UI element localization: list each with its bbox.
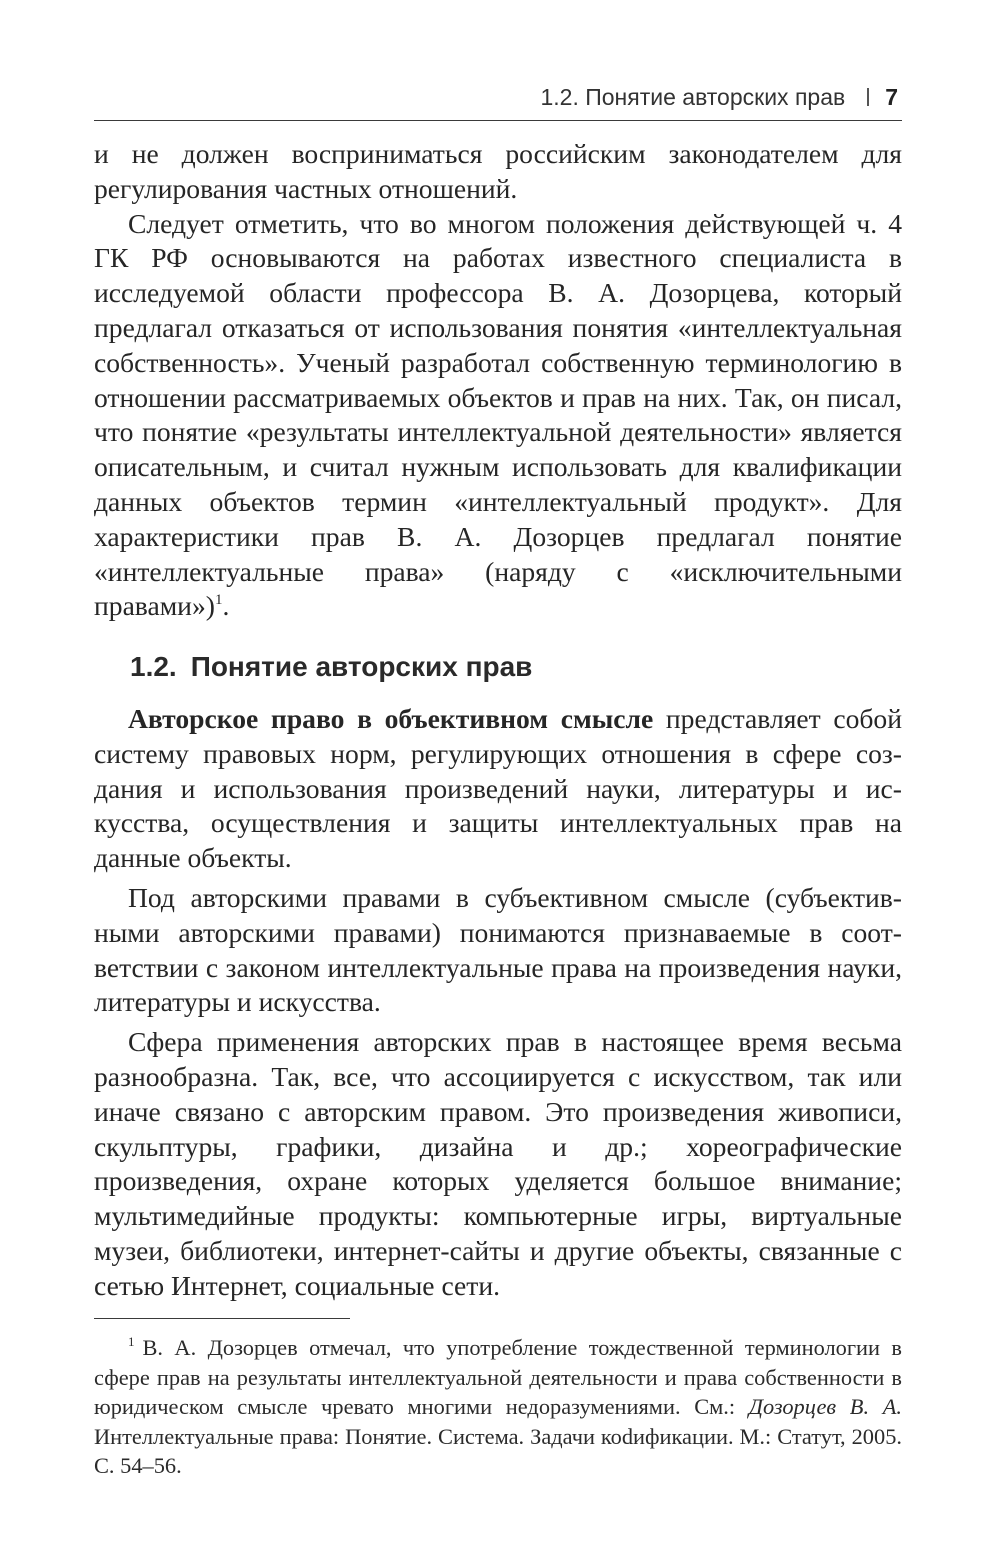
- section-number: 1.2.: [130, 651, 177, 682]
- body-paragraph-1: [94, 702, 902, 876]
- footnote-marker: 1: [128, 1334, 135, 1349]
- footnote: [94, 1333, 902, 1481]
- intro-text-block: [94, 137, 902, 624]
- body-paragraph-2: Под авторскими правами в субъективном смысле (субъективными авторскими правами) понимаются признаваемые в соответствии с законом интеллектуальные права на произведения науки, литературы и искусства.: [94, 881, 902, 1018]
- intro-paragraph-2-text: Следует отметить, что во многом положения действующей ч. 4 ГК РФ основываются на работах известного специалиста в исследуемой области профессора В. А. Дозорцева, который предлагал отказаться от использования понятия «интеллектуальная собственность». Ученый разработал собственную терминологию в отношении рассматриваемых объектов и прав на них. Так, он писал, что понятие «результаты интеллектуальной деятельности» является описательным, и считал нужным использовать для квалификации данных объектов термин «интеллектуальный продукт». Для характеристики прав В. А. Дозорцев предлагал понятие «интеллектуальные права» (наряду с «исключительными правами»): [94, 207, 902, 622]
- running-header: [94, 80, 902, 121]
- intro-paragraph-2-end: .: [222, 590, 230, 622]
- section-heading: [130, 651, 532, 683]
- footnote-text-start: В. А. Дозорцев отмечал, что употребление тождественной терминологии в сфере прав на результаты интеллектуальной деятельности и права собственности в юридическом смысле чревато многими недоразумениями. См.:: [94, 1335, 902, 1420]
- footnote-text-end: Интеллектуальные права: Понятие. Система. Задачи коdификации. М.: Статут, 2005. С. 54–56.: [94, 1423, 902, 1479]
- footnote-divider: [94, 1318, 350, 1319]
- page-number: 7: [885, 84, 898, 110]
- intro-paragraph-2: [94, 207, 902, 625]
- body-paragraph-1-text: представляет собой систему правовых норм, регулирующих отношения в сфере создания и использования произведений науки, литературы и искусства, осуществления и защиты интеллектуальных прав на данные объекты.: [94, 703, 902, 874]
- running-header-title: 1.2. Понятие авторских прав: [540, 84, 846, 110]
- defined-term: Авторское право в объективном смысле: [128, 703, 654, 734]
- section-text-block: [94, 702, 902, 1304]
- footnote-reference[interactable]: 1: [214, 592, 223, 609]
- header-separator: [867, 88, 869, 106]
- intro-paragraph-1: и не должен восприниматься российским законодателем для регулирования частных отношений.: [94, 138, 902, 204]
- body-paragraph-3: Сфера применения авторских прав в настоящее время весьма разнообразна. Так, все, что ассоциируется с искусством, так или иначе связано с авторским правом. Это произведения живописи, скульптуры, графики, дизайна и др.; хореографические произведения, охране которых уделяется большое внимание; мультимедийные продукты: компьютерные игры, виртуальные музеи, библиотеки, интернет-сайты и другие объекты, связанные с сетью Интернет, социальные сети.: [94, 1026, 902, 1301]
- footnote-author: Дозорцев В. А.: [748, 1394, 902, 1420]
- section-title: Понятие авторских прав: [190, 651, 533, 682]
